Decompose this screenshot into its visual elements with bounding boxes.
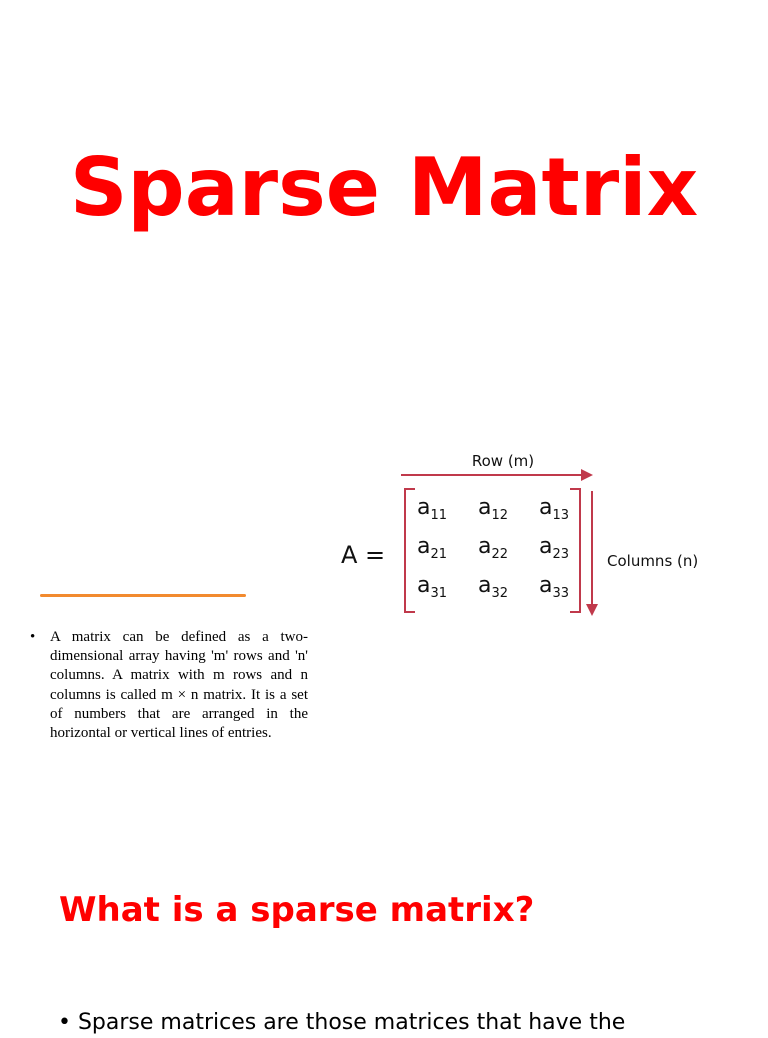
section-bullet-text: • Sparse matrices are those matrices that have the — [58, 1010, 626, 1035]
section-heading: What is a sparse matrix? — [59, 890, 535, 930]
definition-text: A matrix can be defined as a two-dimensional array having 'm' rows and 'n' columns. A matrix with m rows and n columns is called m × n matrix. It is a set of numbers that are arranged in the horizontal or vertical lines of entries. — [50, 629, 308, 742]
entry-a31: $a_{31}$ — [417, 573, 448, 601]
right-bracket — [570, 489, 580, 612]
entry-a33: $a_{33}$ — [539, 573, 570, 601]
matrix-diagram — [335, 445, 735, 625]
slide-title: Sparse Matrix — [69, 141, 699, 234]
matrix-lhs: A = — [341, 541, 386, 569]
left-bracket — [405, 489, 415, 612]
accent-divider — [40, 594, 246, 597]
bullet-dot: • — [30, 629, 36, 645]
entry-a23: $a_{23}$ — [539, 534, 570, 562]
row-label: Row (m) — [471, 452, 535, 470]
entry-a12: $a_{12}$ — [478, 495, 509, 523]
entry-a11: $a_{11}$ — [417, 495, 448, 523]
entry-a22: $a_{22}$ — [478, 534, 509, 562]
column-label: Columns (n) — [607, 552, 699, 570]
matrix-entries — [417, 495, 569, 601]
entry-a32: $a_{32}$ — [478, 573, 509, 601]
entry-a13: $a_{13}$ — [539, 495, 570, 523]
definition-bullet — [30, 628, 308, 743]
column-arrowhead — [586, 604, 598, 616]
entry-a21: $a_{21}$ — [417, 534, 448, 562]
row-arrowhead — [581, 469, 593, 481]
